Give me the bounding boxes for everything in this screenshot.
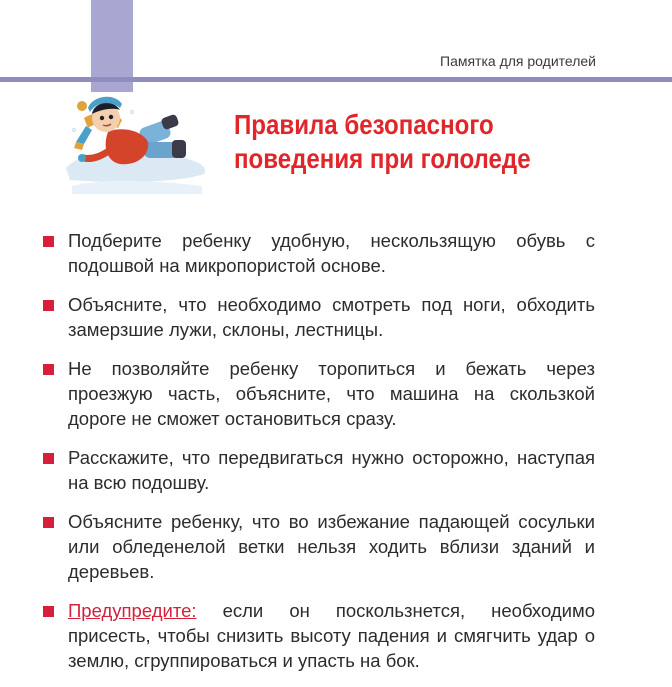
bullet-square-icon xyxy=(43,364,54,375)
rule-text: Объясните, что необходимо смотреть под ноги, обходить замерзшие лужи, склоны, лестницы. xyxy=(68,294,595,340)
bullet-square-icon xyxy=(43,453,54,464)
title-line-1: Правила безопасного xyxy=(234,109,494,140)
bullet-square-icon xyxy=(43,300,54,311)
list-item xyxy=(43,228,595,278)
list-item xyxy=(43,356,595,431)
bullet-square-icon xyxy=(43,236,54,247)
rule-text: если он поскользнется, необходимо присесть, чтобы снизить высоту падения и смягчить удар о землю, сгруппироваться и упасть на бок. xyxy=(68,600,595,671)
list-item xyxy=(43,509,595,584)
rule-text: Расскажите, что передвигаться нужно осторожно, наступая на всю подошву. xyxy=(68,447,595,493)
header-note: Памятка для родителей xyxy=(440,53,596,69)
warning-link[interactable]: Предупредите: xyxy=(68,600,197,621)
child-slipping-illustration xyxy=(62,90,212,200)
bullet-square-icon xyxy=(43,517,54,528)
page-title xyxy=(234,108,578,176)
header-divider xyxy=(0,77,672,82)
rules-list xyxy=(43,228,595,687)
list-item xyxy=(43,292,595,342)
list-item xyxy=(43,445,595,495)
rule-text: Подберите ребенку удобную, нескользящую обувь с подошвой на микропористой основе. xyxy=(68,230,595,276)
bullet-square-icon xyxy=(43,606,54,617)
rule-text: Не позволяйте ребенку торопиться и бежать через проезжую часть, объясните, что машина на скользкой дороге не сможет остановиться сразу. xyxy=(68,358,595,429)
title-line-2: поведения при гололеде xyxy=(234,143,531,174)
rule-text: Объясните ребенку, что во избежание падающей сосульки или обледенелой ветки нельзя ходить вблизи зданий и деревьев. xyxy=(68,511,595,582)
list-item xyxy=(43,598,595,673)
